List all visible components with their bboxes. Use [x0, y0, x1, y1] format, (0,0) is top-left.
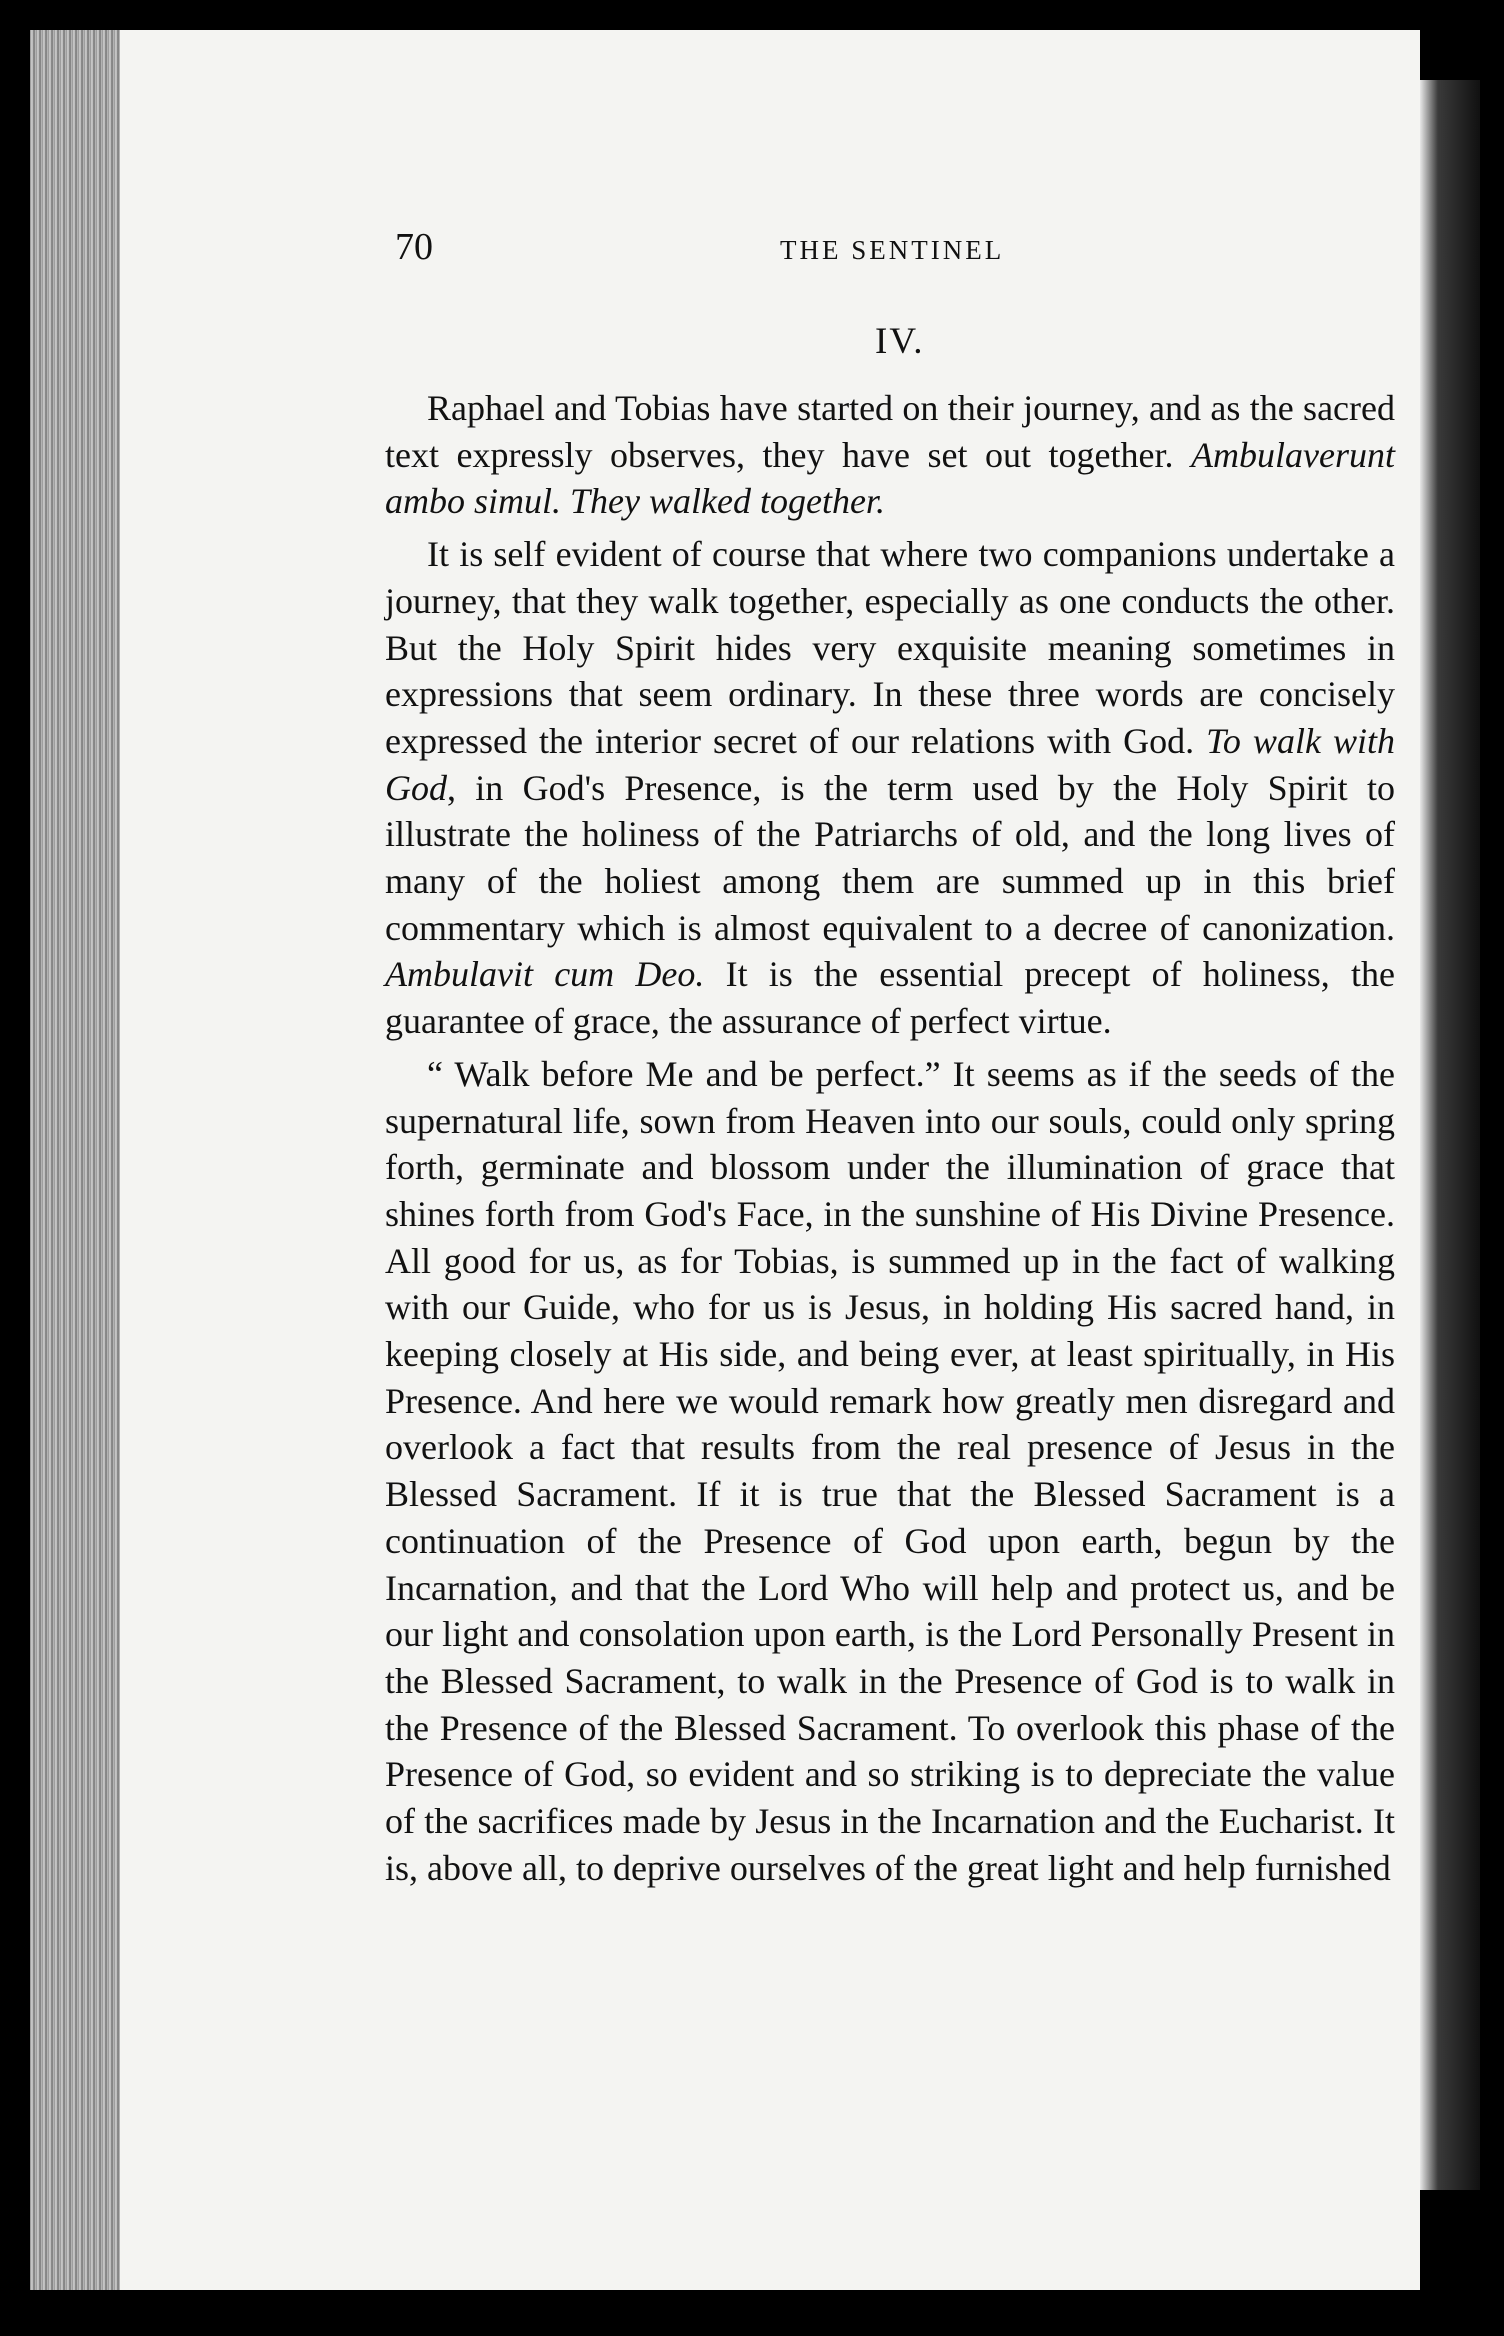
page-number: 70	[395, 226, 433, 268]
section-number: IV.	[875, 321, 925, 362]
paragraph-2	[385, 531, 1395, 1045]
page-edge-right	[1420, 80, 1480, 2190]
paragraph-1-latin-italic: Ambulaverunt ambo simul. They walked together.	[385, 434, 1395, 522]
paragraph-2-latin-italic: Ambulavit cum Deo.	[385, 954, 705, 995]
paragraph-2-text-c: , in God's Presence, is the term used by the Holy Spirit to illustrate the holiness of the Patriarchs of old, and the long lives of many of the holiest among them are summed up in this brief commentary which is almost equivalent to a decree of canonization.	[385, 767, 1395, 948]
paragraph-1-text: Raphael and Tobias have started on their journey, and as the sacred text expressly observes, they have set out together.	[385, 388, 1395, 475]
paragraph-2-text-e: It is the essential precept of holiness, the guarantee of grace, the assurance of perfect virtue.	[385, 954, 1395, 1042]
paragraph-2-text-a: It is self evident of course that where two companions undertake a journey, that they walk together, especially as one conducts the other. But the Holy Spirit hides very exquisite meaning sometimes in expressions that seem ordinary. In these three words are concisely expressed the interior secret of our relations with God.	[385, 534, 1395, 761]
body-text	[385, 385, 1395, 1898]
page-header	[395, 225, 1405, 275]
paragraph-1	[385, 385, 1395, 525]
running-title: THE SENTINEL	[780, 235, 1005, 265]
paragraph-2-italic-walk-with-god: To walk with God	[385, 720, 1395, 808]
paragraph-3	[385, 1051, 1395, 1892]
paragraph-3-text: “ Walk before Me and be perfect.” It seems as if the seeds of the supernatural life, sown from Heaven into our souls, could only spring forth, germinate and blossom under the illumination of grace that shines forth from God's Face, in the sunshine of His Divine Presence. All good for us, as for Tobias, is summed up in the fact of walking with our Guide, who for us is Jesus, in holding His sacred hand, in keeping closely at His side, and being ever, at least spiritually, in His Presence. And here we would remark how greatly men disregard and overlook a fact that results from the real presence of Jesus in the Blessed Sacrament. If it is true that the Blessed Sacrament is a continuation of the Presence of God upon earth, begun by the Incarnation, and that the Lord Who will help and protect us, and be our light and consolation upon earth, is the Lord Personally Present in the Blessed Sacrament, to walk in the Presence of God is to walk in the Presence of the Blessed Sacrament. To overlook this phase of the Presence of God, so evident and so striking is to depreciate the value of the sacrifices made by Jesus in the Incarnation and the Eucharist. It is, above all, to deprive ourselves of the great light and help furnished	[385, 1053, 1395, 1888]
